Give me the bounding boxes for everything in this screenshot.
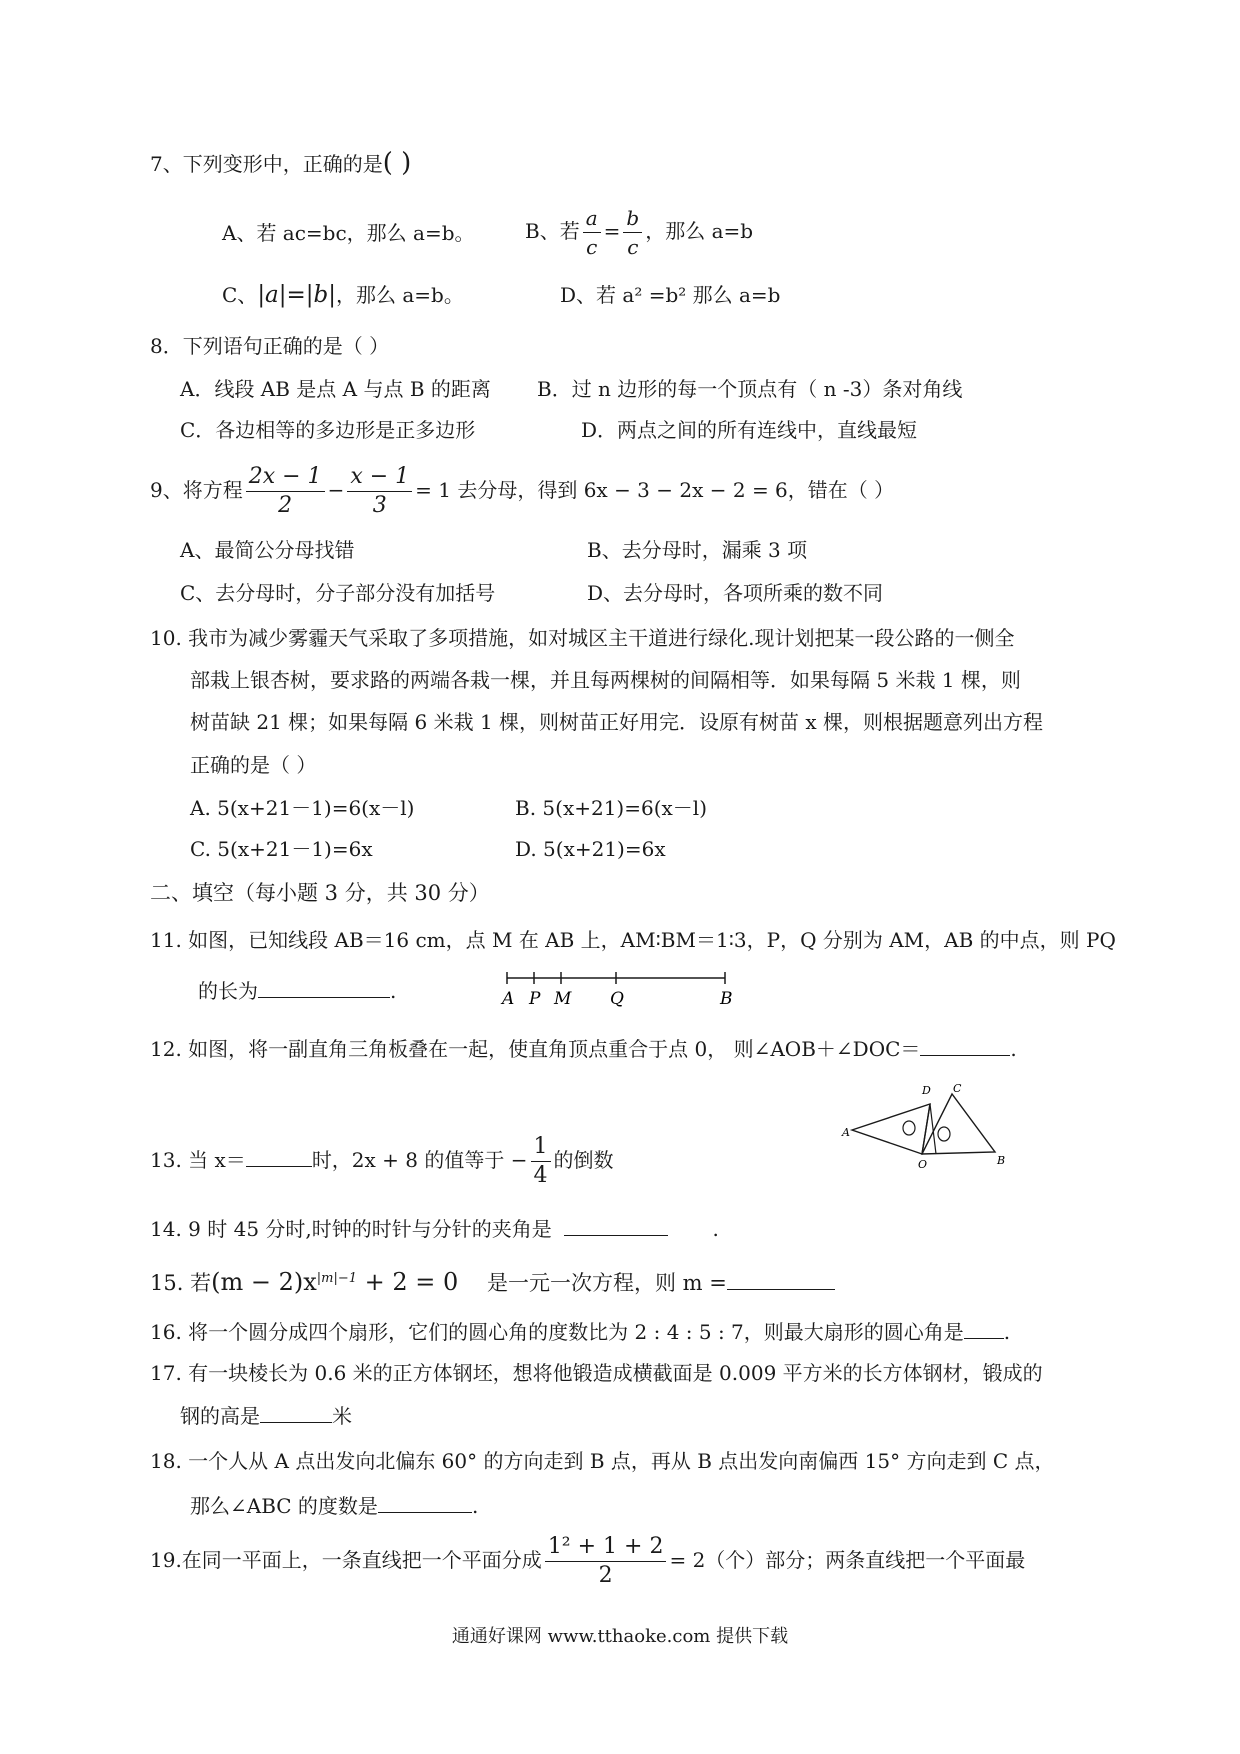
q13-frac-num: 1 — [533, 1134, 548, 1159]
q19-frac — [545, 1533, 667, 1590]
q15-after: + 2 = 0 — [357, 1268, 459, 1296]
q7-c-prefix: C、 — [222, 283, 258, 307]
q9-option-a: A、最简公分母找错 — [180, 538, 355, 562]
q14-end: . — [712, 1217, 719, 1241]
section-2-heading: 二、填空（每小题 3 分，共 30 分） — [150, 881, 490, 905]
q10-line3: 树苗缺 21 棵；如果每隔 6 米栽 1 棵，则树苗正好用完．设原有树苗 x 棵，则根据题意列出方程 — [190, 710, 1044, 734]
q7-c-suffix: ，那么 a=b。 — [336, 283, 464, 307]
q12-triangles-figure — [840, 1080, 1010, 1170]
q11-line2-text: 的长为 — [198, 979, 258, 1003]
q13-frac — [531, 1133, 551, 1190]
q16-text: 16. 将一个圆分成四个扇形，它们的圆心角的度数比为 2 : 4 : 5 : 7，则最大扇形的圆心角是 — [150, 1320, 964, 1344]
q7-c-expr: |a|=|b| — [257, 282, 337, 308]
angle-mark-doc — [938, 1127, 950, 1141]
angle-mark-aob — [903, 1121, 915, 1135]
q13-stem — [150, 1128, 614, 1192]
q8-option-c: C．各边相等的多边形是正多边形 — [180, 418, 476, 442]
q14-text: 14. 9 时 45 分时,时钟的时针与分针的夹角是 — [150, 1217, 552, 1241]
q18-line2 — [190, 1492, 478, 1519]
q8-option-a: A．线段 AB 是点 A 与点 B 的距离 — [180, 377, 491, 401]
page-footer: 通通好课网 www.tthaoke.com 提供下载 — [451, 1626, 789, 1647]
q9-frac1-den: 2 — [246, 491, 325, 520]
label-o: O — [918, 1158, 928, 1170]
q18-answer-blank[interactable] — [378, 1492, 472, 1513]
q12-end: . — [1010, 1037, 1017, 1061]
q7-b-frac1 — [583, 204, 601, 261]
q8-stem: 8．下列语句正确的是（ ） — [150, 334, 390, 358]
triangle-aod — [852, 1104, 930, 1154]
q7-b-prefix: B、若 — [525, 219, 580, 243]
q19-frac-num: 1² + 1 + 2 — [547, 1534, 664, 1559]
q10-line1: 10. 我市为减少雾霾天气采取了多项措施，如对城区主干道进行绿化.现计划把某一段公路的一侧全 — [150, 626, 1015, 650]
q9-frac1 — [246, 463, 325, 520]
q7-b-frac2-num: b — [626, 206, 640, 230]
q17-line2-text: 钢的高是 — [180, 1404, 260, 1428]
q12-stem — [150, 1035, 1017, 1062]
q19-suffix: = 2（个）部分；两条直线把一个平面最 — [669, 1548, 1026, 1572]
point-label-p: P — [529, 989, 541, 1009]
q19-frac-den: 2 — [545, 1561, 667, 1590]
q9-prefix: 9、将方程 — [150, 478, 243, 502]
q13-frac-den: 4 — [531, 1161, 551, 1190]
q13-mid: 时，2x + 8 的值等于 − — [311, 1148, 528, 1172]
q11-line2 — [198, 977, 396, 1004]
q8-option-d: D．两点之间的所有连线中，直线最短 — [581, 418, 918, 442]
q15-stem — [150, 1266, 835, 1296]
label-c: C — [953, 1082, 962, 1095]
q8-option-b: B．过 n 边形的每一个顶点有（ n -3）条对角线 — [537, 377, 963, 401]
q13-answer-blank[interactable] — [246, 1146, 312, 1167]
q9-stem — [150, 458, 894, 522]
q17-line2 — [180, 1402, 352, 1429]
q10-option-b: B. 5(x+21)=6(x－l) — [515, 796, 707, 820]
q17-end: 米 — [332, 1404, 352, 1428]
q15-expr: (m − 2)x — [211, 1268, 317, 1296]
label-b: B — [997, 1154, 1006, 1167]
q7-option-c — [222, 282, 464, 308]
q19-stem — [150, 1528, 1025, 1592]
q10-line2: 部栽上银杏树，要求路的两端各栽一棵，并且每两棵树的间隔相等．如果每隔 5 米栽 1 棵，则 — [190, 668, 1021, 692]
q9-frac2 — [347, 463, 412, 520]
q15-suffix: 是一元一次方程，则 m = — [486, 1271, 727, 1295]
q11-line1: 11. 如图，已知线段 AB＝16 cm，点 M 在 AB 上，AM∶BM＝1∶3，P，Q 分别为 AM，AB 的中点，则 PQ — [150, 928, 1116, 952]
q7-b-frac1-den: c — [583, 232, 601, 261]
q9-frac2-num: x − 1 — [350, 464, 410, 489]
q14-stem — [150, 1215, 719, 1242]
point-label-q: Q — [610, 989, 624, 1009]
q11-segment-figure — [495, 962, 745, 1010]
q13-prefix: 13. 当 x＝ — [150, 1148, 246, 1172]
q19-prefix: 19.在同一平面上，一条直线把一个平面分成 — [150, 1548, 542, 1572]
q16-answer-blank[interactable] — [964, 1318, 1004, 1339]
q7-b-eq: = — [603, 219, 621, 243]
q7-b-suffix: ，那么 a=b — [645, 219, 754, 243]
label-a: A — [842, 1126, 850, 1139]
q9-option-c: C、去分母时，分子部分没有加括号 — [180, 581, 496, 605]
q9-minus: − — [327, 478, 345, 502]
q7-option-d: D、若 a² =b² 那么 a=b — [560, 283, 781, 307]
q17-answer-blank[interactable] — [260, 1402, 332, 1423]
q7-b-frac2 — [623, 204, 642, 261]
q7-option-b — [525, 201, 753, 261]
point-label-b: B — [720, 989, 733, 1009]
label-d: D — [922, 1084, 931, 1097]
q17-line1: 17. 有一块棱长为 0.6 米的正方体钢坯，想将他锻造成横截面是 0.009 平方米的长方体钢材，锻成的 — [150, 1361, 1043, 1385]
q10-option-a: A. 5(x+21－1)=6(x－l) — [190, 796, 415, 820]
q15-answer-blank[interactable] — [727, 1269, 835, 1290]
q12-answer-blank[interactable] — [920, 1035, 1010, 1056]
q18-end: . — [471, 1494, 479, 1518]
q11-end: . — [390, 979, 397, 1003]
q13-suffix: 的倒数 — [553, 1148, 614, 1172]
q9-frac2-den: 3 — [347, 491, 412, 520]
q11-answer-blank[interactable] — [258, 977, 390, 998]
q15-prefix: 15. 若 — [150, 1271, 212, 1295]
q14-answer-blank[interactable] — [564, 1215, 668, 1236]
q7-paren: ( ) — [382, 148, 412, 178]
q16-end: . — [1003, 1320, 1011, 1344]
q16-stem — [150, 1318, 1010, 1345]
q9-option-b: B、去分母时，漏乘 3 项 — [587, 538, 808, 562]
q9-frac1-num: 2x − 1 — [248, 464, 322, 489]
point-label-m: M — [554, 989, 572, 1009]
q10-option-d: D. 5(x+21)=6x — [515, 837, 666, 861]
point-label-a: A — [502, 989, 515, 1009]
q7-stem-text: 7、下列变形中，正确的是 — [150, 152, 383, 176]
q12-text: 12. 如图，将一副直角三角板叠在一起，使直角顶点重合于点 0， 则∠AOB＋∠DOC＝ — [150, 1037, 921, 1061]
q7-option-a: A、若 ac=bc，那么 a=b。 — [222, 221, 475, 245]
q9-option-d: D、去分母时，各项所乘的数不同 — [587, 581, 884, 605]
q7-b-frac2-den: c — [623, 232, 642, 261]
q10-line4: 正确的是（ ） — [190, 753, 317, 777]
q18-line2-text: 那么∠ABC 的度数是 — [190, 1494, 378, 1518]
q7-stem — [150, 150, 411, 177]
q10-option-c: C. 5(x+21－1)=6x — [190, 837, 373, 861]
q9-after: = 1 去分母，得到 6x − 3 − 2x − 2 = 6，错在（ ） — [415, 478, 895, 502]
q15-exp: |m|−1 — [316, 1271, 357, 1286]
q18-line1: 18. 一个人从 A 点出发向北偏东 60° 的方向走到 B 点，再从 B 点出发向南偏西 15° 方向走到 C 点， — [150, 1449, 1055, 1473]
q7-b-frac1-num: a — [585, 206, 598, 230]
